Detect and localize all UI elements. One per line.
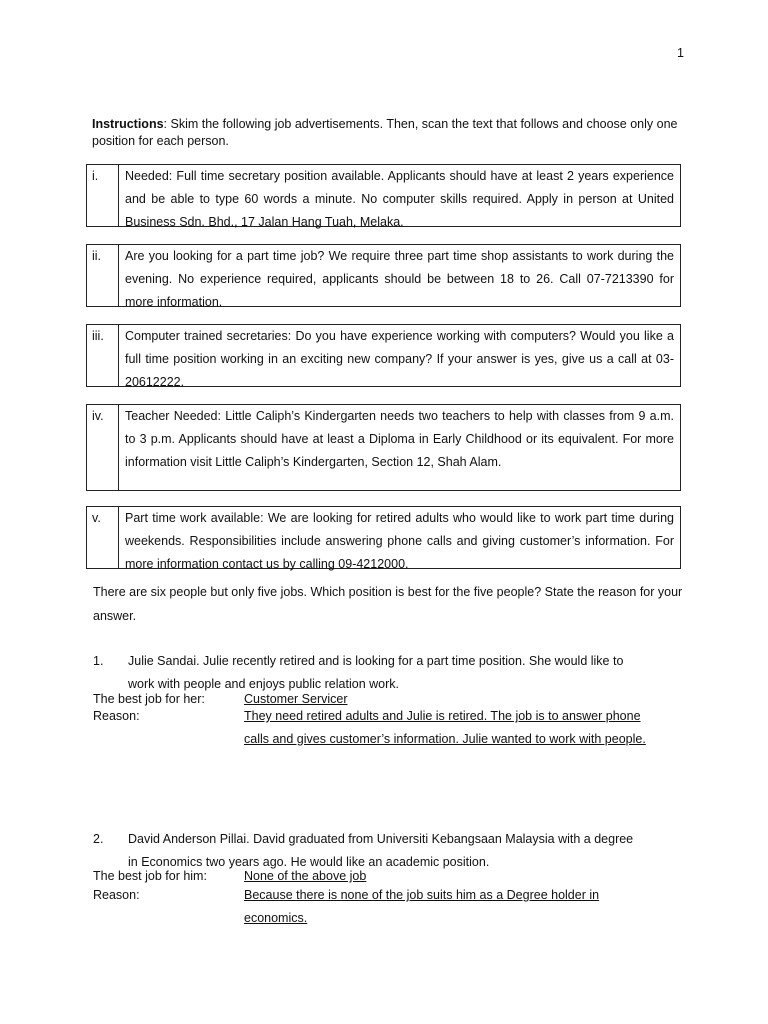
reason-answer-line: calls and gives customer’s information. Julie wanted to work with people. bbox=[244, 732, 646, 746]
best-job-label: The best job for him: bbox=[93, 869, 207, 883]
question-text: David Anderson Pillai. David graduated from Universiti Kebangsaan Malaysia with a degree bbox=[128, 832, 634, 846]
job-ad-text: Needed: Full time secretary position available. Applicants should have at least 2 years experience and be able to type 60 words a minute. No computer skills required. Apply in person at United Business Sdn. Bhd., 17 Jalan Hang Tuah, Melaka. bbox=[125, 169, 674, 229]
job-ad-number: iv. bbox=[87, 405, 119, 490]
reason-label: Reason: bbox=[93, 888, 140, 902]
question-intro: There are six people but only five jobs. Which position is best for the five people? State the reason for your answer. bbox=[93, 585, 683, 623]
job-ad-2 bbox=[86, 244, 681, 307]
job-ad-5 bbox=[86, 506, 681, 569]
job-ad-number: iii. bbox=[87, 325, 119, 386]
instructions-text: : Skim the following job advertisements. Then, scan the text that follows and choose only one position for each person. bbox=[92, 117, 678, 148]
question-text-cont: in Economics two years ago. He would like an academic position. bbox=[128, 855, 490, 869]
reason-answer-line: Because there is none of the job suits him as a Degree holder in bbox=[244, 888, 600, 902]
instructions bbox=[92, 116, 684, 150]
answer-2-reason bbox=[93, 884, 714, 930]
question-text: Julie Sandai. Julie recently retired and is looking for a part time position. She would like to bbox=[128, 654, 624, 668]
question-text-cont: work with people and enjoys public relation work. bbox=[128, 677, 399, 691]
job-ad-text: Are you looking for a part time job? We require three part time shop assistants to work during the evening. No experience required, applicants should be between 18 to 26. Call 07-7213390 for more information. bbox=[125, 249, 674, 309]
job-ad-text: Part time work available: We are looking for retired adults who would like to work part time during weekends. Responsibilities include answering phone calls and giving customer’s information. For more information contact us by calling 09-4212000. bbox=[125, 511, 674, 571]
instructions-label: Instructions bbox=[92, 117, 164, 131]
job-ad-4 bbox=[86, 404, 681, 491]
reason-label: Reason: bbox=[93, 709, 140, 723]
best-job-answer: Customer Servicer bbox=[244, 692, 348, 706]
job-ad-text: Computer trained secretaries: Do you have experience working with computers? Would you like a full time position working in an exciting new company? If your answer is yes, give us a call at 03-20612222. bbox=[125, 329, 674, 389]
job-ad-number: ii. bbox=[87, 245, 119, 306]
job-ad-text: Teacher Needed: Little Caliph’s Kindergarten needs two teachers to help with classes from 9 a.m. to 3 p.m. Applicants should have at least a Diploma in Early Childhood or its equivalent. For more information visit Little Caliph’s Kindergarten, Section 12, Shah Alam. bbox=[125, 409, 674, 469]
reason-answer-line: They need retired adults and Julie is retired. The job is to answer phone bbox=[244, 709, 641, 723]
reason-answer-line: economics. bbox=[244, 911, 308, 925]
job-ad-number: i. bbox=[87, 165, 119, 226]
question-number: 2. bbox=[93, 832, 104, 846]
job-ad-1 bbox=[86, 164, 681, 227]
page-number: 1 bbox=[677, 46, 684, 60]
best-job-label: The best job for her: bbox=[93, 692, 205, 706]
job-ad-3 bbox=[86, 324, 681, 387]
question-number: 1. bbox=[93, 654, 104, 668]
job-ad-number: v. bbox=[87, 507, 119, 568]
best-job-answer: None of the above job bbox=[244, 869, 367, 883]
answer-1-reason bbox=[93, 705, 714, 751]
